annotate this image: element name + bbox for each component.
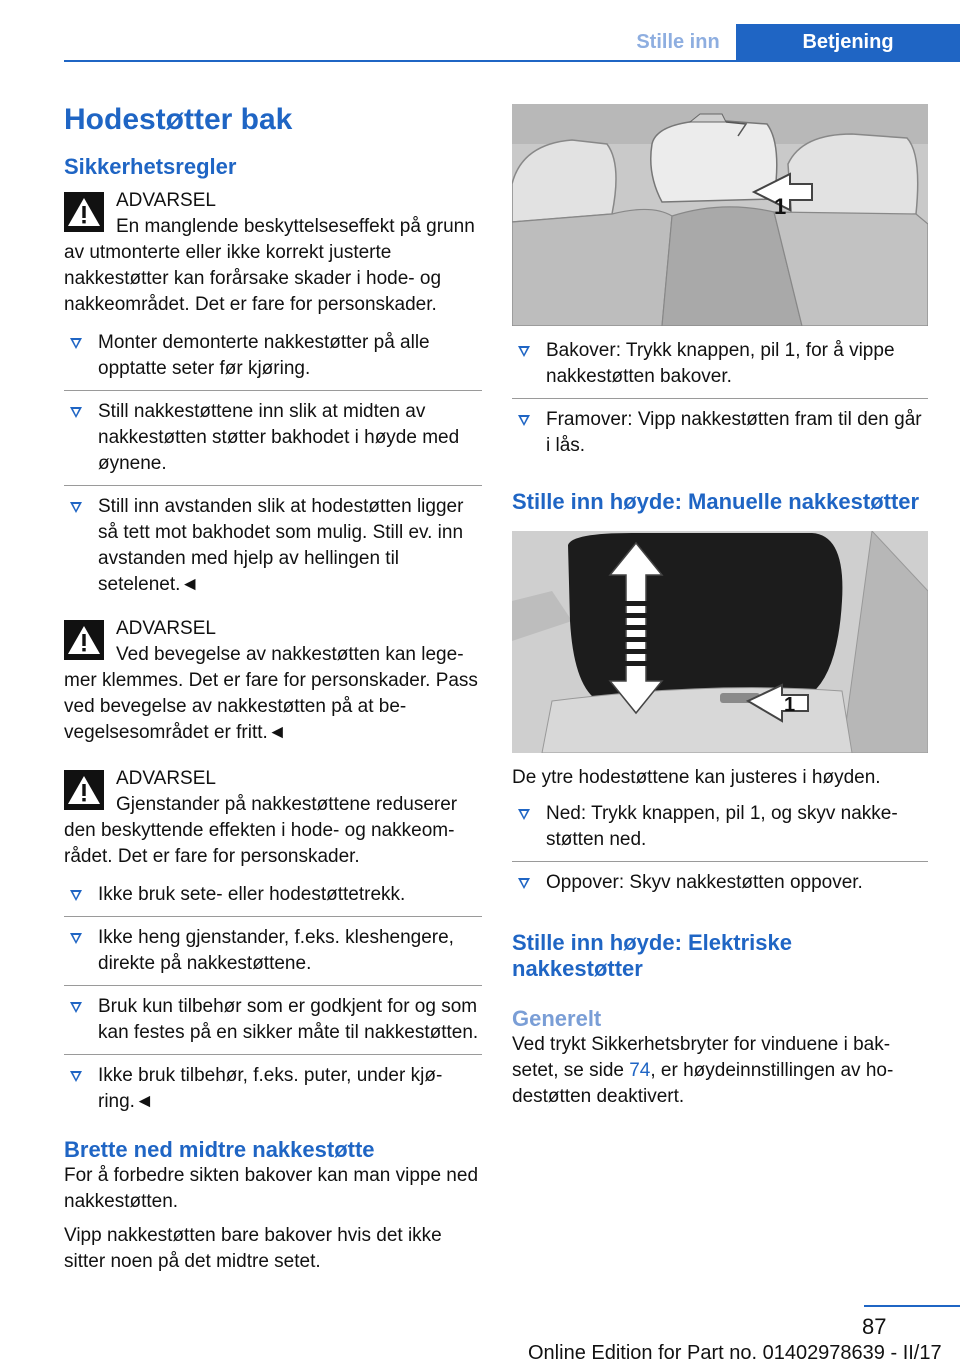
list-item: Bakover: Trykk knappen, pil 1, for å vippe nakkestøtten bakover. xyxy=(512,330,928,399)
list-item: Monter demonterte nakkestøtter på alle opptatte seter før kjøring. xyxy=(64,322,482,391)
bullet-triangle-icon xyxy=(70,502,82,513)
warning-icon xyxy=(64,192,104,232)
header-rule xyxy=(64,60,960,62)
edition-footer: Online Edition for Part no. 01402978639 - II/17 xyxy=(528,1342,942,1364)
right-column xyxy=(512,104,928,1110)
left-column xyxy=(64,100,482,1275)
warning-icon xyxy=(64,770,104,810)
list-item: Bruk kun tilbehør som er godkjent for og som kan festes på en sikker måte til nakkestøtten. xyxy=(64,986,482,1055)
warning-2 xyxy=(64,616,482,746)
headrest-manual-svg xyxy=(512,531,928,753)
manual-intro: De ytre hodestøttene kan justeres i høyden. xyxy=(512,767,881,788)
manual-heading: Stille inn høyde: Manuelle nakkestøtter xyxy=(512,489,920,514)
bullet-triangle-icon xyxy=(518,415,530,426)
page-title: Hodestøtter bak xyxy=(64,103,293,136)
warning-1 xyxy=(64,188,482,318)
safety-heading: Sikkerhetsregler xyxy=(64,154,237,179)
bullet-triangle-icon xyxy=(70,890,82,901)
headrest-fold-illustration xyxy=(512,104,928,326)
warning-3 xyxy=(64,766,482,870)
list-item: Ikke bruk sete- eller hodestøttetrekk. xyxy=(64,874,482,917)
general-heading: Generelt xyxy=(512,1006,602,1031)
headrest-fold-svg xyxy=(512,104,928,326)
fold-heading: Brette ned midtre nakkestøtte xyxy=(64,1137,375,1162)
headrest-manual-illustration xyxy=(512,531,928,753)
tab-betjening[interactable]: Betjening xyxy=(736,24,960,60)
list-item: Ikke bruk tilbehør, f.eks. puter, under kjøring.◄ xyxy=(64,1055,482,1123)
page-number: 87 xyxy=(862,1314,887,1339)
fold-paragraph-2: Vipp nakkestøtten bare bakover hvis det ikke sitter noen på det midtre setet. xyxy=(64,1225,442,1272)
warning-icon xyxy=(64,620,104,660)
safety-list-2 xyxy=(64,874,482,1123)
page-link-74[interactable]: 74 xyxy=(629,1060,651,1081)
callout-1: 1 xyxy=(774,194,787,219)
manual-steps-list xyxy=(512,793,928,904)
warning-label: ADVARSEL xyxy=(116,190,216,211)
bullet-triangle-icon xyxy=(70,933,82,944)
list-item: Framover: Vipp nakkestøtten fram til den går i lås. xyxy=(512,399,928,467)
list-item: Still inn avstanden slik at hodestøtten ligger så tett mot bakhodet som mulig. Still ev. inn avstanden med hjelp av hellingen til setelenet.◄ xyxy=(64,486,482,606)
bullet-triangle-icon xyxy=(70,407,82,418)
general-text: Ved trykt Sikkerhetsbryter for vinduene i baksetet, se side 74, er høydeinnstillingen av hodestøtten deaktivert. xyxy=(512,1034,894,1107)
warning-text: En manglende beskyttelseseffekt på grunn av utmonterte eller ikke korrekt justerte nakkestøtter kan forårsake skader i hode- og nakkeområdet. Det er fare for personskader. xyxy=(64,216,475,315)
bullet-triangle-icon xyxy=(518,809,530,820)
bullet-triangle-icon xyxy=(70,1071,82,1082)
footer-rule xyxy=(864,1305,960,1307)
warning-text: Gjenstander på nakkestøttene reduserer den beskyttende effekten i hode- og nakkeområdet. Det er fare for personskader. xyxy=(64,794,458,867)
fold-steps-list xyxy=(512,330,928,467)
safety-list-1 xyxy=(64,322,482,606)
warning-label: ADVARSEL xyxy=(116,768,216,789)
list-item: Ikke heng gjenstander, f.eks. kleshengere, direkte på nakkestøttene. xyxy=(64,917,482,986)
tab-stille-inn[interactable]: Stille inn xyxy=(620,24,736,60)
electric-heading: Stille inn høyde: Elektriske nakkestøtter xyxy=(512,930,792,981)
bullet-triangle-icon xyxy=(518,346,530,357)
callout-1: 1 xyxy=(784,694,796,716)
bullet-triangle-icon xyxy=(70,338,82,349)
bullet-triangle-icon xyxy=(518,878,530,889)
list-item: Still nakkestøttene inn slik at midten av nakkestøtten støtter bakhodet i høyde med øynene. xyxy=(64,391,482,486)
list-item: Oppover: Skyv nakkestøtten oppover. xyxy=(512,862,928,904)
fold-paragraph-1: For å forbedre sikten bakover kan man vippe ned nakkestøtten. xyxy=(64,1165,479,1212)
list-item: Ned: Trykk knappen, pil 1, og skyv nakkestøtten ned. xyxy=(512,793,928,862)
warning-label: ADVARSEL xyxy=(116,618,216,639)
bullet-triangle-icon xyxy=(70,1002,82,1013)
warning-text: Ved bevegelse av nakkestøtten kan legemer klemmes. Det er fare for personskader. Pass ved bevegelse av nakkestøtten på at bevegelsesområdet er fritt.◄ xyxy=(64,644,478,743)
